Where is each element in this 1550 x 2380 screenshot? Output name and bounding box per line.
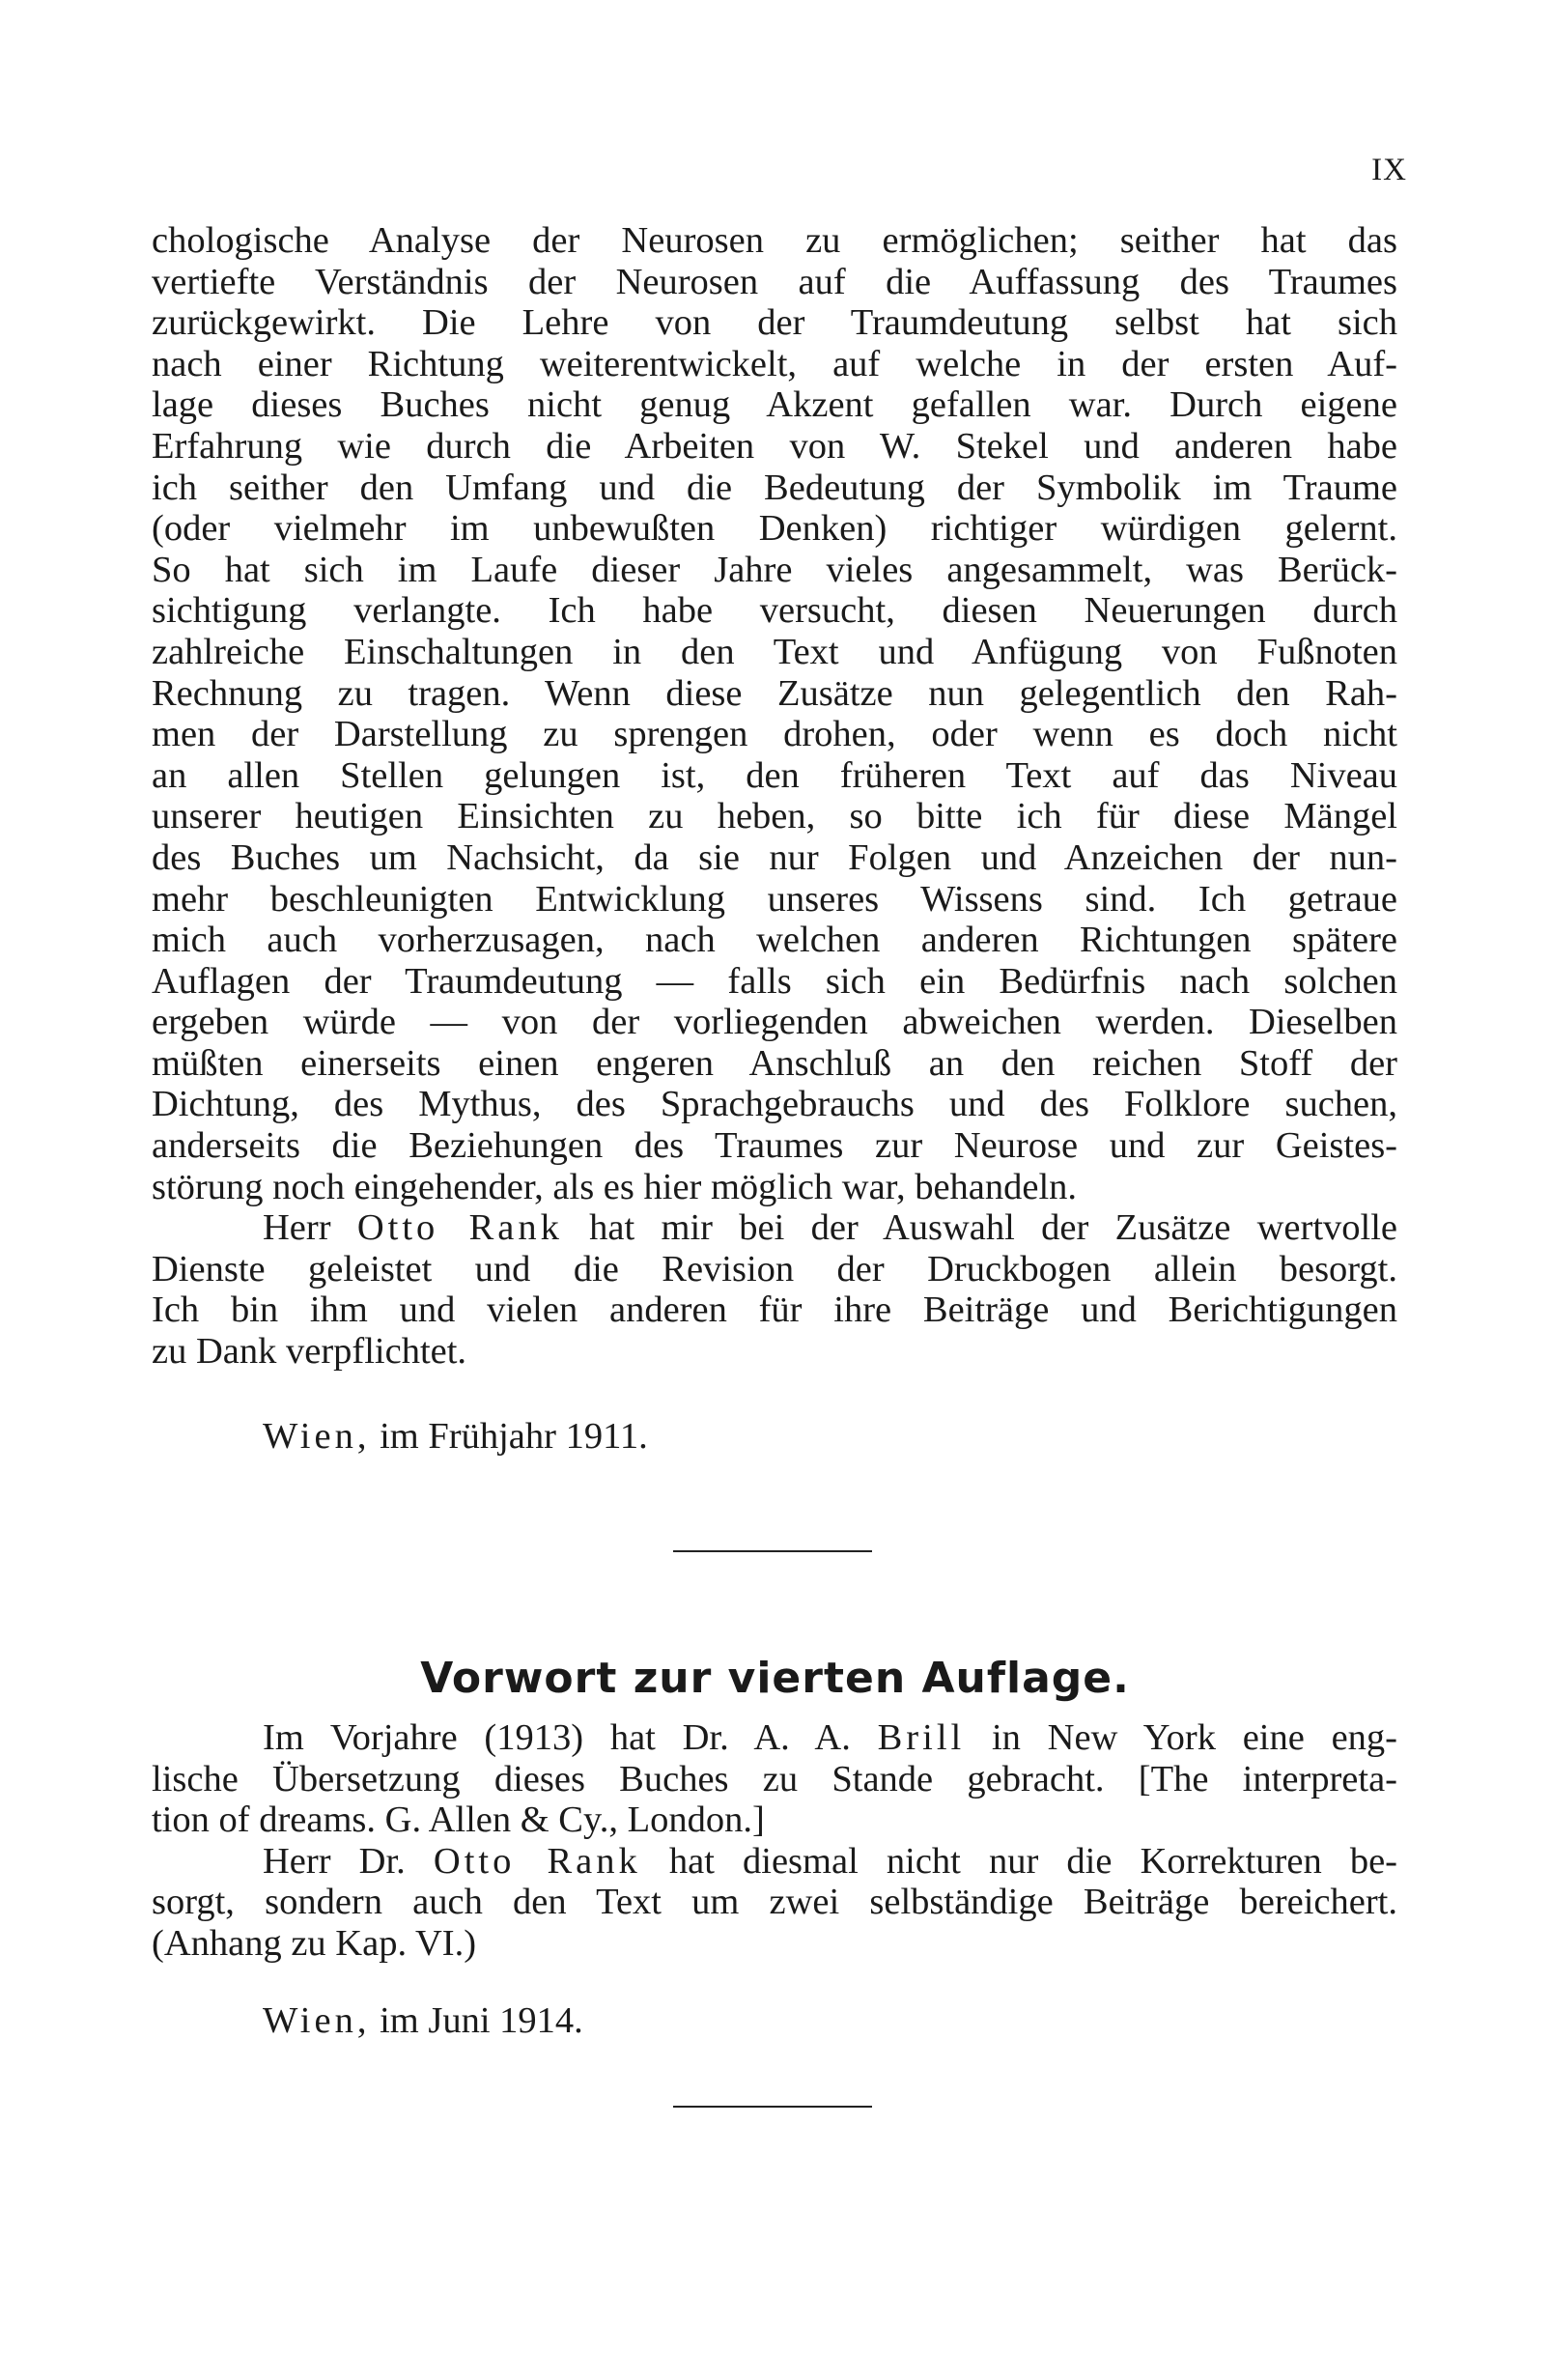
text-run: Im Vorjahre (1913) hat Dr. A. A. <box>263 1717 878 1758</box>
signoff-1911 <box>263 1415 648 1458</box>
text-line: unserer heutigen Einsichten zu heben, so bitte ich für diese Mängel <box>152 796 1397 837</box>
text-line: nach einer Richtung weiterentwickelt, auf welche in der ersten Auf- <box>152 343 1397 384</box>
text-line: lage dieses Buches nicht genug Akzent gefallen war. Durch eigene <box>152 384 1397 426</box>
page-number: IX <box>1371 153 1407 187</box>
text-line: störung noch eingehender, als es hier möglich war, behandeln. <box>152 1166 1078 1207</box>
text-line: ich seither den Umfang und die Bedeutung der Symbolik im Traume <box>152 467 1397 508</box>
paragraph-first-line <box>152 1717 1397 1759</box>
text-line: sorgt, sondern auch den Text um zwei selbständige Beiträge bereichert. <box>152 1882 1397 1923</box>
text-line: (oder vielmehr im unbewußten Denken) richtiger würdigen gelernt. <box>152 508 1397 550</box>
text-line: müßten einerseits einen engeren Anschluß an den reichen Stoff der <box>152 1042 1397 1084</box>
signoff-date: im Frühjahr 1911. <box>370 1416 648 1457</box>
person-name: Otto Rank <box>356 1207 563 1249</box>
text-line: mehr beschleunigten Entwicklung unseres Wissens sind. Ich getraue <box>152 878 1397 920</box>
text-line: Auflagen der Traumdeutung — falls sich ein Bedürfnis nach solchen <box>152 960 1397 1002</box>
signoff-date: im Juni 1914. <box>370 2000 583 2041</box>
section-heading: Vorwort zur vierten Auflage. <box>420 1654 1130 1703</box>
text-line: zahlreiche Einschaltungen in den Text und Anfügung von Fußnoten <box>152 631 1397 672</box>
text-line: zu Dank verpflichtet. <box>152 1331 467 1373</box>
text-run: hat mir bei der Auswahl der Zusätze wertvolle <box>562 1207 1398 1249</box>
text-line: anderseits die Beziehungen des Traumes zur Neurose und zur Geistes- <box>152 1125 1397 1167</box>
text-line: lische Übersetzung dieses Buches zu Stande gebracht. [The interpreta- <box>152 1758 1397 1799</box>
text-line: des Buches um Nachsicht, da sie nur Folgen und Anzeichen der nun- <box>152 836 1397 878</box>
text-line: vertiefte Verständnis der Neurosen auf die Auffassung des Traumes <box>152 261 1397 302</box>
section-divider <box>673 1550 872 1552</box>
signoff-place: Wien, <box>263 1416 371 1457</box>
preface-fourth-body <box>152 1717 1397 1965</box>
text-run: in New York eine eng- <box>965 1717 1398 1758</box>
text-line: sichtigung verlangte. Ich habe versucht, diesen Neuerungen durch <box>152 590 1397 632</box>
text-line: Rechnung zu tragen. Wenn diese Zusätze nun gelegentlich den Rah- <box>152 672 1397 714</box>
text-line: So hat sich im Laufe dieser Jahre vieles angesammelt, was Berück- <box>152 549 1397 590</box>
text-line: zurückgewirkt. Die Lehre von der Traumdeutung selbst hat sich <box>152 302 1397 344</box>
text-line: ergeben würde — von der vorliegenden abweichen werden. Dieselben <box>152 1002 1397 1043</box>
text-line: mich auch vorherzusagen, nach welchen anderen Richtungen spätere <box>152 920 1397 961</box>
paragraph-first-line <box>152 1841 1397 1883</box>
signoff-1914 <box>263 1999 583 2042</box>
preface-third-body <box>152 220 1397 1373</box>
text-line: Ich bin ihm und vielen anderen für ihre Beiträge und Berichtigungen <box>152 1289 1397 1331</box>
text-line: tion of dreams. G. Allen & Cy., London.] <box>152 1799 765 1841</box>
text-line: Dichtung, des Mythus, des Sprachgebrauchs und des Folklore suchen, <box>152 1084 1397 1125</box>
text-line: men der Darstellung zu sprengen drohen, oder wenn es doch nicht <box>152 714 1397 755</box>
rank-paragraph-first-line <box>152 1207 1397 1249</box>
text-line: Dienste geleistet und die Revision der Druckbogen allein besorgt. <box>152 1248 1397 1289</box>
text-line: an allen Stellen gelungen ist, den früheren Text auf das Niveau <box>152 754 1397 796</box>
person-name: Brill <box>877 1717 966 1758</box>
signoff-place: Wien, <box>263 2000 371 2041</box>
text-line: (Anhang zu Kap. VI.) <box>152 1922 477 1964</box>
text-run: hat diesmal nicht nur die Korrekturen be- <box>640 1840 1397 1882</box>
text-line: chologische Analyse der Neurosen zu ermöglichen; seither hat das <box>152 220 1397 261</box>
text-run: Herr Dr. <box>263 1840 434 1882</box>
text-line: Erfahrung wie durch die Arbeiten von W. Stekel und anderen habe <box>152 425 1397 467</box>
person-name: Otto Rank <box>433 1840 641 1882</box>
text-run: Herr <box>263 1207 357 1249</box>
section-divider <box>673 2106 872 2108</box>
